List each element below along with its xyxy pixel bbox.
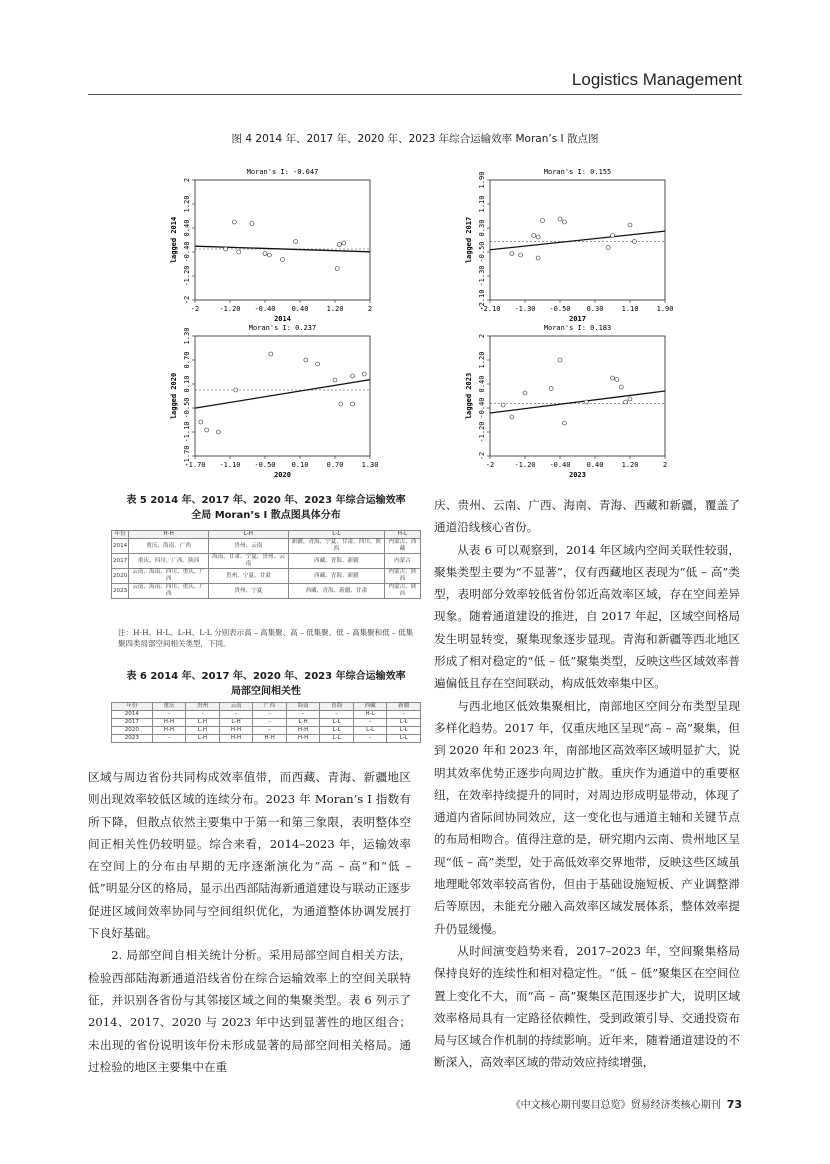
- table6-cell: –: [253, 711, 287, 719]
- table5-cell: 2014: [112, 539, 129, 554]
- x-tick-label: 2: [662, 461, 668, 469]
- data-point: [335, 267, 339, 271]
- y-tick-label: 1.20: [478, 351, 486, 369]
- table6-cell: L-L: [387, 727, 421, 735]
- data-point: [558, 217, 562, 221]
- data-point: [536, 235, 540, 239]
- x-tick-label: 1.20: [326, 305, 344, 313]
- left-column: [88, 766, 411, 1078]
- table6-cell: H-H: [286, 735, 320, 743]
- header-rule: [88, 94, 742, 95]
- y-tick-label: 0.70: [183, 351, 191, 369]
- x-tick-label: -0.50: [549, 305, 571, 313]
- data-point: [501, 403, 505, 407]
- table6-cell: –: [253, 727, 287, 735]
- data-point: [584, 400, 588, 404]
- data-point: [628, 223, 632, 227]
- data-point: [558, 358, 562, 362]
- table5-cell: 西藏、青海、新疆: [288, 554, 384, 569]
- scatter-plot-2017: [455, 160, 685, 325]
- data-point: [519, 253, 523, 257]
- plot-title: Moran's I: -0.047: [246, 168, 319, 176]
- table6-header-cell: 年份: [112, 703, 153, 711]
- data-point: [615, 378, 619, 382]
- table5-cell: 重庆、四川、广西、陕西: [129, 554, 209, 569]
- table5-row: [112, 554, 421, 569]
- table6-caption-line2: 局部空间相关性: [231, 686, 301, 697]
- table6-row: [112, 711, 421, 719]
- x-tick-label: -1.10: [219, 461, 241, 469]
- data-point: [536, 256, 540, 260]
- table6-header-cell: 贵州: [186, 703, 220, 711]
- table6-row: [112, 719, 421, 727]
- y-tick-label: -0.40: [478, 397, 486, 419]
- table6-cell: L-L: [387, 735, 421, 743]
- y-axis-label: lagged 2017: [465, 216, 473, 264]
- y-axis-label: lagged 2014: [170, 216, 178, 264]
- table6-cell: L-L: [353, 727, 387, 735]
- y-tick-label: -2.10: [478, 289, 486, 311]
- table6-header-cell: 青海: [320, 703, 354, 711]
- x-tick-label: 0.30: [586, 305, 604, 313]
- table5-caption-line2: 全局 Moran’s I 散点图具体分布: [191, 510, 341, 521]
- data-point: [523, 391, 527, 395]
- x-tick-label: 2: [367, 305, 373, 313]
- data-point: [333, 378, 337, 382]
- data-point: [611, 234, 615, 238]
- data-point: [234, 388, 238, 392]
- table5-cell: 云南、海南、四川、重庆、广西: [129, 569, 209, 584]
- plot-frame: [490, 336, 665, 456]
- y-tick-label: -2: [478, 451, 486, 461]
- table6-cell: –: [387, 711, 421, 719]
- table5-cell: 西藏、青海、新疆、甘肃: [288, 584, 384, 599]
- table6-header-row: [112, 703, 421, 711]
- data-point: [281, 258, 285, 262]
- x-tick-label: 1.20: [621, 461, 639, 469]
- plot-title: Moran's I: 0.183: [543, 324, 612, 332]
- plot-title: Moran's I: 0.155: [543, 168, 612, 176]
- table5-row: [112, 584, 421, 599]
- table5-header-cell: 年份: [112, 531, 129, 539]
- page-footer: [511, 1096, 742, 1111]
- table6-header-cell: 重庆: [152, 703, 186, 711]
- footer-journal-ref: 《中文核心期刊要目总览》贸易经济类核心期刊: [510, 1100, 721, 1111]
- data-point: [205, 428, 209, 432]
- table6-cell: L-L: [320, 735, 354, 743]
- data-point: [232, 220, 236, 224]
- x-tick-label: -1.20: [219, 305, 241, 313]
- table6-cell: H-H: [219, 735, 253, 743]
- data-point: [562, 421, 566, 425]
- data-point: [316, 362, 320, 366]
- x-tick-label: -1.30: [514, 305, 536, 313]
- y-tick-label: 0.30: [478, 219, 486, 237]
- data-point: [611, 376, 615, 380]
- data-point: [549, 387, 553, 391]
- x-tick-label: -2: [190, 305, 200, 313]
- table6-cell: –: [253, 719, 287, 727]
- plot-title: Moran's I: 0.237: [248, 324, 317, 332]
- left-paragraph-1: 区域与周边省份共同构成效率值带，而西藏、青海、新疆地区则出现效率较低区域的连续分布。2023 年 Moran’s I 指数有所下降，但散点依然主要集中于第一和第三象限，表明整体空间正相关性仍较明显。综合来看，2014–2023 年，运输效率在空间上的分布由早期的无序逐渐演化为“高 – 高”和“低 – 低”明显分区的格局，显示出西部陆海新通道建设与联动正逐步促进区域间效率协同与空间组织优化，为通道整体协调发展打下良好基础。: [88, 770, 411, 941]
- table6-cell: H-H: [152, 727, 186, 735]
- data-point: [304, 358, 308, 362]
- data-point: [510, 415, 514, 419]
- data-point: [237, 250, 241, 254]
- table5-cell: 新疆、青海、宁夏、甘肃、四川、陕西: [288, 539, 384, 554]
- table6-cell: H-H: [253, 735, 287, 743]
- figure-caption: 图 4 2014 年、2017 年、2020 年、2023 年综合运输效率 Moran’s I 散点图: [231, 133, 599, 145]
- y-tick-label: 0.10: [183, 375, 191, 393]
- table6-cell: 2014: [112, 711, 153, 719]
- table6-cell: L-H: [219, 719, 253, 727]
- table6-header-cell: 新疆: [387, 703, 421, 711]
- plot-frame: [195, 336, 370, 456]
- data-point: [532, 234, 536, 238]
- table5: [111, 530, 421, 599]
- table5-cell: 内蒙古、陕西: [384, 569, 420, 584]
- data-point: [624, 400, 628, 404]
- y-tick-label: -0.50: [478, 241, 486, 263]
- table5-cell: 重庆、海南、广西: [129, 539, 209, 554]
- x-tick-label: -2.10: [479, 305, 501, 313]
- data-point: [351, 402, 355, 406]
- data-point: [267, 253, 271, 257]
- scatter-plot-2020: [160, 316, 390, 481]
- table5-cell: 贵州、云南: [209, 539, 289, 554]
- table6-row: [112, 727, 421, 735]
- table5-cell: 西藏、青海、新疆: [288, 569, 384, 584]
- data-point: [342, 241, 346, 245]
- table5-cell: 贵州、宁夏: [209, 584, 289, 599]
- data-point: [339, 402, 343, 406]
- scatter-plot-2014: [160, 160, 390, 325]
- y-tick-label: 1.10: [478, 195, 486, 213]
- table5-cell: 2020: [112, 569, 129, 584]
- x-axis-label: 2020: [274, 471, 291, 479]
- table5-note: 注：H-H、H-L、L-H、L-L 分别表示高 – 高集聚、高 – 低集聚、低 – 高集聚和低 – 低集聚四类局部空间相关类型，下同。: [118, 628, 414, 648]
- table6-cell: L-L: [320, 727, 354, 735]
- y-tick-label: -1.70: [183, 445, 191, 467]
- x-axis-label: 2014: [274, 315, 291, 323]
- y-tick-label: -1.20: [478, 421, 486, 443]
- y-tick-label: -0.40: [183, 241, 191, 263]
- table6-caption: [96, 669, 436, 699]
- x-tick-label: -0.40: [254, 305, 276, 313]
- journal-header: Logistics Management: [571, 70, 742, 89]
- table5-cell: 云南、海南、四川、重庆、广西: [129, 584, 209, 599]
- data-point: [250, 222, 254, 226]
- x-tick-label: -0.40: [549, 461, 571, 469]
- x-tick-label: 0.70: [326, 461, 344, 469]
- table6-header-cell: 云南: [219, 703, 253, 711]
- table6-cell: L-L: [387, 719, 421, 727]
- x-tick-label: 0.10: [291, 461, 309, 469]
- regression-line: [195, 380, 370, 408]
- data-point: [619, 385, 623, 389]
- table5-cell: 贵州、宁夏、甘肃: [209, 569, 289, 584]
- y-tick-label: 0.40: [183, 219, 191, 237]
- data-point: [294, 240, 298, 244]
- right-paragraph-2: 从表 6 可以观察到，2014 年区域内空间关联性较弱，聚集类型主要为“不显著”，仅有西藏地区表现为“低 – 高”类型，表明部分效率较低省份邻近高效率区域，存在空间差异现象。随着通道建设的推进，自 2017 年起，区域空间格局发生明显转变，聚集现象逐步显现。青海和新疆等西北地区形成了相对稳定的“低 – 低”聚集类型，反映这些区域效率普遍偏低且存在空间联动，构成低效率集中区。: [434, 542, 740, 691]
- table6-cell: H-H: [219, 727, 253, 735]
- data-point: [632, 240, 636, 244]
- table5-row: [112, 569, 421, 584]
- table5-cell: 海南、甘肃、宁夏、贵州、云南: [209, 554, 289, 569]
- data-point: [269, 352, 273, 356]
- data-point: [362, 372, 366, 376]
- y-tick-label: -1.10: [183, 421, 191, 443]
- table6-cell: H-L: [353, 711, 387, 719]
- table6-cell: –: [186, 711, 220, 719]
- table6-cell: L-L: [320, 719, 354, 727]
- regression-line: [490, 391, 665, 413]
- table5-row: [112, 539, 421, 554]
- y-tick-label: -1.30: [478, 265, 486, 287]
- plot-frame: [195, 180, 370, 300]
- left-paragraph-2: 2. 局部空间自相关统计分析。采用局部空间自相关方法，检验西部陆海新通道沿线省份在综合运输效率上的空间关联特征，并识别各省份与其邻接区域之间的集聚类型。表 6 列示了 2014、2017、2020 与 2023 年中达到显著性的地区组合；未出现的省份说明该年份未形成显著的局部空间相关格局。通过检验的地区主要集中在重: [88, 948, 411, 1074]
- x-tick-label: 1.90: [656, 305, 674, 313]
- y-tick-label: -1.20: [183, 265, 191, 287]
- table5-header-row: [112, 531, 421, 539]
- data-point: [562, 220, 566, 224]
- table5-caption: [96, 493, 436, 523]
- table6-header-cell: 海南: [286, 703, 320, 711]
- y-tick-label: 1.90: [478, 171, 486, 189]
- x-tick-label: -2: [485, 461, 495, 469]
- table5-caption-line1: 表 5 2014 年、2017 年、2020 年、2023 年综合运输效率: [126, 495, 406, 506]
- data-point: [541, 219, 545, 223]
- data-point: [199, 420, 203, 424]
- y-tick-label: 1.30: [183, 327, 191, 345]
- table6-header-cell: 广西: [253, 703, 287, 711]
- y-tick-label: 1.20: [183, 195, 191, 213]
- right-column: [434, 494, 740, 1074]
- table6-cell: –: [152, 711, 186, 719]
- table6-cell: –: [152, 735, 186, 743]
- table6-cell: –: [286, 711, 320, 719]
- y-tick-label: 0.40: [478, 375, 486, 393]
- page-number: 73: [726, 1098, 742, 1111]
- y-tick-label: 2: [183, 177, 191, 183]
- table6-cell: H-H: [152, 719, 186, 727]
- table5-header-cell: L-L: [288, 531, 384, 539]
- table6-cell: L-H: [186, 719, 220, 727]
- y-tick-label: -0.50: [183, 397, 191, 419]
- table6-cell: –: [353, 719, 387, 727]
- table5-cell: 2017: [112, 554, 129, 569]
- table5-cell: 2023: [112, 584, 129, 599]
- table6: [111, 702, 421, 743]
- x-tick-label: 0.40: [586, 461, 604, 469]
- data-point: [628, 397, 632, 401]
- table6-cell: L-H: [186, 727, 220, 735]
- table6-cell: –: [219, 711, 253, 719]
- x-axis-label: 2023: [569, 471, 586, 479]
- x-axis-label: 2017: [569, 315, 586, 323]
- table6-cell: –: [320, 711, 354, 719]
- table6-cell: 2017: [112, 719, 153, 727]
- x-tick-label: 0.40: [291, 305, 309, 313]
- table5-header-cell: L-H: [209, 531, 289, 539]
- scatter-plot-2023: [455, 316, 685, 481]
- x-tick-label: 1.30: [361, 461, 379, 469]
- x-tick-label: -0.50: [254, 461, 276, 469]
- table5-header-cell: H-L: [384, 531, 420, 539]
- x-tick-label: -1.70: [184, 461, 206, 469]
- table6-header-cell: 西藏: [353, 703, 387, 711]
- data-point: [263, 252, 267, 256]
- y-tick-label: 2: [478, 333, 486, 339]
- data-point: [510, 252, 514, 256]
- table6-cell: 2023: [112, 735, 153, 743]
- table5-cell: 内蒙古: [384, 554, 420, 569]
- data-point: [351, 374, 355, 378]
- right-paragraph-3: 与西北地区低效集聚相比，南部地区空间分布类型呈现多样化趋势。2017 年，仅重庆地区呈现“高 – 高”聚集，但到 2020 年和 2023 年，南部地区高效率区域明显扩大，说明其效率优势正逐步向周边扩散。重庆作为通道中的重要枢纽，在效率持续提升的同时，对周边形成明显带动，体现了通道内省际间协同效应，这一变化也与通道主轴和关键节点的布局相吻合。值得注意的是，研究期内云南、贵州地区呈现“低 – 高”类型，处于高低效率交界地带，反映这些区域虽地理毗邻效率较高省份，但由于基础设施短板、产业调整滞后等原因，未能充分融入高效率区域发展体系，整体效率提升仍显缓慢。: [434, 698, 740, 936]
- x-tick-label: 1.10: [621, 305, 639, 313]
- table5-cell: 内蒙古、西藏: [384, 539, 420, 554]
- data-point: [337, 243, 341, 247]
- table6-cell: H-H: [286, 727, 320, 735]
- table6-caption-line1: 表 6 2014 年、2017 年、2020 年、2023 年综合运输效率: [126, 671, 406, 682]
- table5-cell: 内蒙古、陕西: [384, 584, 420, 599]
- right-paragraph-4: 从时间演变趋势来看，2017–2023 年，空间聚集格局保持良好的连续性和相对稳定性。“低 – 低”聚集区在空间位置上变化不大，而“高 – 高”聚集区范围逐步扩大，说明区域效率格局具有一定路径依赖性，受到政策引导、交通投资布局与区域合作机制的持续影响。近年来，随着通道建设的不断深入，高效率区域的带动效应持续增强，: [434, 943, 740, 1070]
- table6-row: [112, 735, 421, 743]
- x-tick-label: -1.20: [514, 461, 536, 469]
- table6-cell: L-H: [286, 719, 320, 727]
- data-point: [216, 430, 220, 434]
- data-point: [606, 246, 610, 250]
- right-paragraph-1: 庆、贵州、云南、广西、海南、青海、西藏和新疆，覆盖了通道沿线核心省份。: [434, 498, 740, 535]
- table6-cell: L-H: [186, 735, 220, 743]
- table6-cell: –: [353, 735, 387, 743]
- table6-cell: 2020: [112, 727, 153, 735]
- y-tick-label: -2: [183, 295, 191, 305]
- regression-line: [490, 231, 665, 250]
- y-axis-label: lagged 2020: [170, 372, 178, 420]
- data-point: [224, 247, 228, 251]
- y-axis-label: lagged 2023: [465, 372, 473, 420]
- table5-header-cell: H-H: [129, 531, 209, 539]
